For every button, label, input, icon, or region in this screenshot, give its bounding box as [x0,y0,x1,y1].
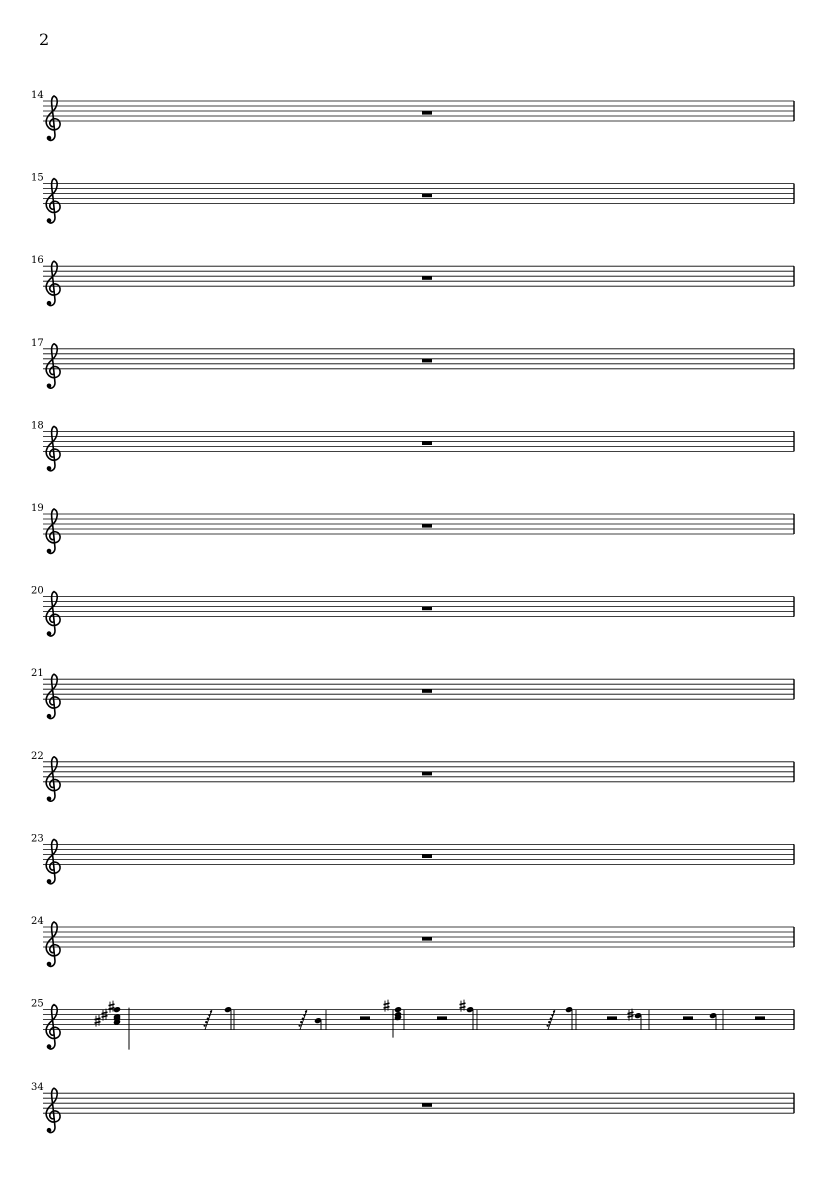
clef-dot [47,962,52,967]
staff-system [31,751,794,801]
clef-dot [47,218,52,223]
treble-clef-icon [46,261,60,305]
treble-clef-icon [46,922,60,966]
measure-number: 22 [31,750,44,762]
staff-system [31,420,794,470]
clef-stroke [46,261,60,305]
clef-dot [47,631,52,636]
clef-dot [47,136,52,141]
clef-dot [47,879,52,884]
measure-number: 34 [31,1082,44,1094]
treble-clef-icon [46,96,60,140]
measure-number: 18 [31,420,44,432]
clef-stroke [46,179,60,223]
clef-stroke [46,1005,60,1049]
staff-system [31,586,794,636]
whole-rest [422,276,432,280]
rest [607,1016,617,1019]
whole-rest [422,937,432,941]
whole-rest [422,1103,432,1107]
clef-dot [47,1128,52,1133]
measure-number: 15 [31,172,44,184]
measure-number: 14 [31,90,44,101]
clef-dot [47,301,52,306]
treble-clef-icon [46,1005,60,1049]
clef-dot [47,1044,52,1049]
staff-system [31,255,794,305]
treble-clef-icon [46,344,60,388]
clef-stroke [46,344,60,388]
treble-clef-icon [46,839,60,883]
staff-system [31,668,794,718]
staff-system [31,916,794,966]
measure-number: 17 [31,337,44,349]
whole-rest [422,111,432,115]
clef-dot [47,797,52,802]
measure-number: 24 [31,916,44,927]
clef-stroke [46,509,60,553]
measure-number: 20 [31,585,44,597]
measure-number: 21 [31,668,44,680]
whole-rest [422,194,432,198]
staff-system [31,503,794,553]
clef-stroke [46,96,60,140]
staff-system [31,338,794,388]
treble-clef-icon [46,509,60,553]
clef-stroke [46,839,60,883]
whole-rest [422,524,432,528]
clef-dot [47,549,52,554]
whole-rest [422,441,432,445]
sharp-icon [109,1001,115,1013]
clef-stroke [46,674,60,718]
staff-system [31,1082,794,1132]
clef-stroke [46,757,60,801]
rest [437,1016,447,1019]
clef-stroke [46,592,60,636]
treble-clef-icon [46,592,60,636]
clef-dot [47,714,52,719]
treble-clef-icon [46,179,60,223]
staff-system [31,173,794,223]
page-number: 2 [39,30,50,49]
clef-dot [47,384,52,389]
clef-stroke [46,1088,60,1132]
staff-system [31,999,794,1050]
rest [360,1016,370,1019]
rest [755,1016,765,1019]
treble-clef-icon [46,1088,60,1132]
measure-number: 19 [31,503,44,514]
measure-number: 23 [31,833,44,845]
whole-rest [422,689,432,693]
measure-number: 25 [31,998,44,1010]
staff-system [31,833,794,883]
clef-dot [47,466,52,471]
staff-system [31,90,794,140]
whole-rest [422,607,432,611]
measure-number: 16 [31,255,44,267]
treble-clef-icon [46,757,60,801]
clef-stroke [46,426,60,470]
treble-clef-icon [46,674,60,718]
whole-rest [422,359,432,363]
whole-rest [422,854,432,858]
treble-clef-icon [46,426,60,470]
rest [683,1016,693,1019]
clef-stroke [46,922,60,966]
whole-rest [422,772,432,776]
